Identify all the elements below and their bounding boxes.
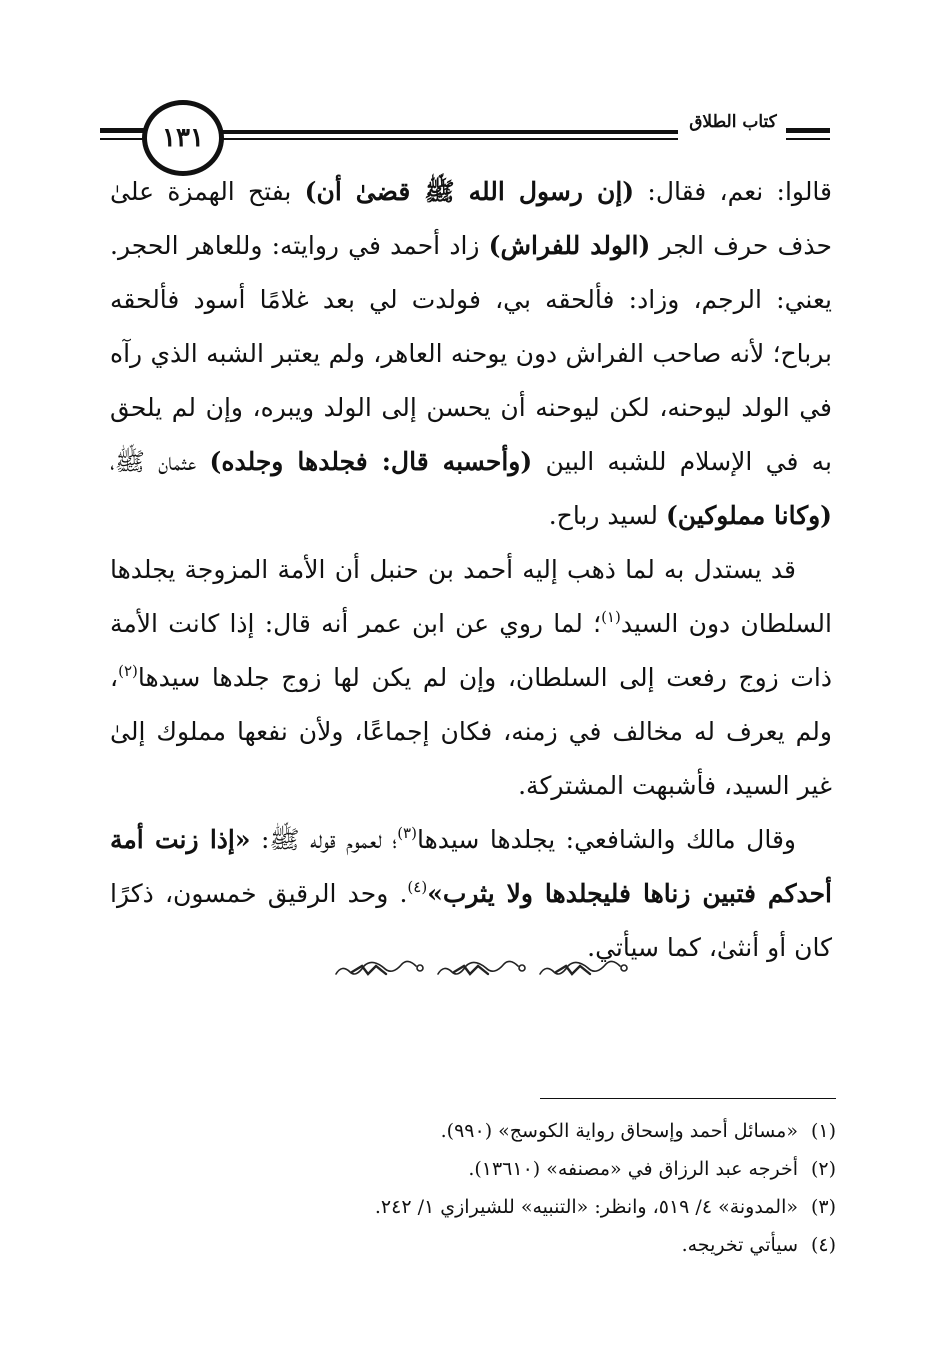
text-run: ؛ لما روي عن ابن عمر أنه قال: إذا كانت الأمة ذات زوج رفعت إلى السلطان، وإن لم يكن لها زوج جلدها سيدها (110, 609, 832, 692)
hadith-quote: (الولد للفراش) (488, 231, 651, 260)
footnote-1 (110, 1112, 836, 1150)
footnote-number: (١) (810, 1120, 836, 1142)
hadith-quote: (وكانا مملوكين) (665, 501, 832, 530)
header-rule-middle (208, 130, 678, 134)
hadith-quote: (إن رسول الله ﷺ قضىٰ أن) (304, 177, 635, 206)
footnote-4 (110, 1226, 836, 1264)
footnote-text: «المدونة» ٤/ ٥١٩، وانظر: «التنبيه» للشيرازي ١/ ٢٤٢. (374, 1196, 798, 1218)
ornament-unit-middle (438, 961, 525, 974)
footnote-text: «مسائل أحمد وإسحاق رواية الكوسج» (٩٩٠). (440, 1120, 798, 1142)
footnote-number: (٤) (810, 1234, 836, 1256)
footnote-ref-1[interactable]: (١) (601, 608, 621, 626)
header-rule-left (100, 128, 148, 133)
text-run: وقال مالك والشافعي: يجلدها سيدها (416, 825, 796, 854)
footnote-number: (٢) (810, 1158, 836, 1180)
text-run: بفتح الهمزة علىٰ حذف حرف الجر (110, 177, 832, 260)
main-text (110, 165, 832, 975)
footnotes (110, 1112, 836, 1264)
footnote-number: (٣) (810, 1196, 836, 1218)
hadith-quote: (وأحسبه قال: فجلدها وجلده) (209, 447, 533, 476)
header-rule-right (786, 128, 830, 133)
header-rule-middle-thin (208, 138, 678, 140)
header-rule-right-thin (786, 138, 830, 140)
text-run: عثمان ﷺ، (110, 447, 210, 476)
text-run: . وحد الرقيق خمسون، ذكرًا كان أو أنثىٰ، كما سيأتي. (110, 879, 832, 962)
paragraph-2 (110, 543, 832, 813)
footnote-separator (540, 1098, 836, 1099)
running-title: كتاب الطلاق (689, 112, 777, 132)
footnote-ref-2[interactable]: (٢) (118, 662, 138, 680)
paragraph-3 (110, 813, 832, 975)
header-rule-left-thin (100, 138, 148, 140)
floral-divider-ornament-icon (330, 954, 630, 988)
text-run: ؛ لعموم قوله ﷺ: (250, 825, 398, 854)
text-run: زاد أحمد في روايته: وللعاهر الحجر. يعني: الرجم، وزاد: فألحقه بي، فولدت لي بعد غلامًا أسود فألحقه برباح؛ لأنه صاحب الفراش دون يوحنه العاهر، ولم يعتبر الشبه الذي رآه في الولد ليوحنه، لكن ليوحنه أن يحسن إلى الولد ويبره، وإن لم يلحق به في الإسلام للشبه البين (110, 231, 833, 476)
paragraph-1 (110, 165, 832, 543)
page-number: ١٣١ (142, 100, 224, 176)
footnote-ref-4[interactable]: (٤) (407, 878, 428, 896)
footnote-2 (110, 1150, 836, 1188)
text-run: لسيد رباح. (548, 501, 666, 530)
text-run: قالوا: نعم، فقال: (634, 177, 833, 206)
text-run: ، ولم يعرف له مخالف في زمنه، فكان إجماعًا، ولأن نفعها مملوك إلىٰ غير السيد، فأشبهت المشتركة. (110, 663, 832, 800)
ornament-unit-right (540, 961, 627, 974)
text-run: قد يستدل به لما ذهب إليه أحمد بن حنبل أن الأمة المزوجة يجلدها السلطان دون السيد (110, 555, 832, 638)
footnote-text: أخرجه عبد الرزاق في «مصنفه» (١٣٦١٠). (468, 1158, 798, 1180)
footnote-text: سيأتي تخريجه. (681, 1234, 798, 1256)
hadith-quote: «إذا زنت أمة أحدكم فتبين زناها فليجلدها ولا يثرب» (110, 825, 832, 908)
ornament-unit-left (336, 961, 423, 974)
footnote-ref-3[interactable]: (٣) (397, 824, 417, 842)
footnote-3 (110, 1188, 836, 1226)
